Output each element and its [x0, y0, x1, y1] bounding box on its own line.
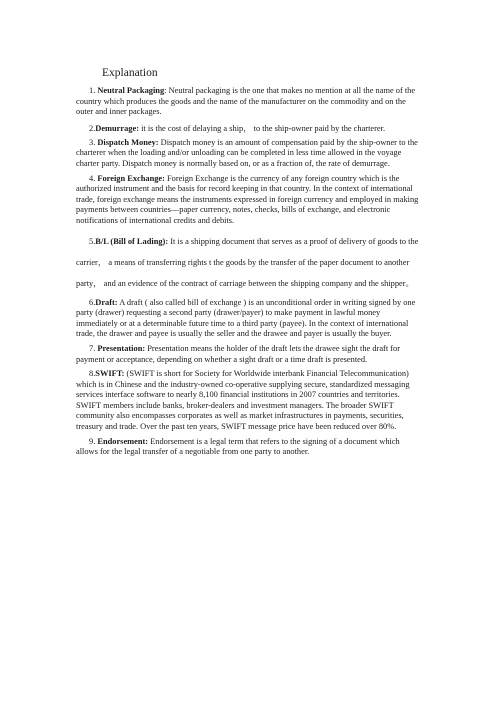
paragraph-9 — [76, 437, 420, 458]
paragraph-8 — [76, 369, 420, 433]
paragraph-5 — [76, 231, 420, 294]
item-number: 3. — [89, 137, 98, 147]
term-label: SWIFT: — [95, 369, 125, 379]
paragraph-3 — [76, 138, 420, 170]
item-number: 6. — [89, 297, 96, 307]
definition-text: Foreign Exchange is the currency of any foreign country which is the authorized instrument and the basis for record keeping in that country. In the context of international trade, foreign exchange means the instruments expressed in foreign currency and employed in making payments between countries—paper currency, notes, checks, bills of exchange, and electronic notifications of international credits and debits. — [76, 173, 419, 225]
definition-text: It is a shipping document that serves as a proof of delivery of goods to the carrier， a means of transferring rights t the goods by the transfer of the paper document to another party， and an evidence of the contract of carriage between the shipping company and the shipper。 — [76, 236, 419, 288]
page-title: Explanation — [102, 67, 158, 79]
item-number: 4. — [89, 173, 98, 183]
definition-text: it is the cost of delaying a ship， to the ship-owner paid by the charterer. — [141, 123, 386, 133]
document-content — [76, 66, 420, 462]
item-number: 1. — [89, 86, 98, 95]
item-number: 7. — [89, 343, 98, 353]
term-label: Dispatch Money: — [97, 137, 159, 147]
term-label: B/L (Bill of Lading): — [95, 236, 169, 246]
paragraph-2 — [76, 122, 420, 135]
item-number: 2. — [89, 123, 96, 133]
term-label: Presentation: — [97, 343, 146, 353]
paragraph-4 — [76, 174, 420, 227]
separator: : — [164, 86, 169, 95]
definition-text: Presentation means the holder of the draft lets the drawee sight the draft for payment or acceptance, depending on whether a sight draft or a time draft is presented. — [76, 343, 401, 364]
definition-text: (SWIFT is short for Society for Worldwide interbank Financial Telecommunication) which is in Chinese and the industry-owned co-operative supplying secure, standardized messaging services interface software to nearly 8,100 financial institutions in 2007 countries and territories. SWIFT members include banks, broker-dealers and investment managers. The broader SWIFT community also encompasses corporates as well as market infrastructures in payments, securities, treasury and trade. Over the past ten years, SWIFT message price have been reduced over 80%. — [76, 369, 410, 432]
term-label: Draft: — [95, 297, 118, 307]
definition-text: Dispatch money is an amount of compensation paid by the ship-owner to the charterer when the loading and/or unloading can be completed in less time allowed in the voyage charter party. Dispatch money is normally based on, or as a fraction of, the rate of demurrage. — [76, 137, 418, 168]
paragraph-1 — [76, 86, 420, 118]
definition-text: A draft ( also called bill of exchange ) is an unconditional order in writing signed by one party (drawer) requesting a second party (drawer/payer) to make payment in lawful money immediately or at a determinable future time to a third party (payee). In the context of international trade, the drawer and payee is usually the seller and the drawee and payer is usually the buyer. — [76, 297, 416, 339]
definition-text: Endorsement is a legal term that refers to the signing of a document which allows for the legal transfer of a negotiable from one party to another. — [76, 436, 400, 457]
term-label: Endorsement: — [97, 436, 149, 446]
paragraph-6 — [76, 298, 420, 340]
term-label: Foreign Exchange: — [97, 173, 165, 183]
term-label: Neutral Packaging — [97, 86, 165, 95]
definition-text: Neutral packaging is the one that makes no mention at all the name of the country which produces the goods and the name of the manufacturer on the commodity and on the outer and inner packages. — [76, 86, 416, 117]
item-number: 9. — [89, 436, 98, 446]
term-label: Demurrage: — [95, 123, 139, 133]
paragraph-7 — [76, 344, 420, 365]
item-number: 8. — [89, 369, 96, 379]
item-number: 5. — [89, 236, 96, 246]
